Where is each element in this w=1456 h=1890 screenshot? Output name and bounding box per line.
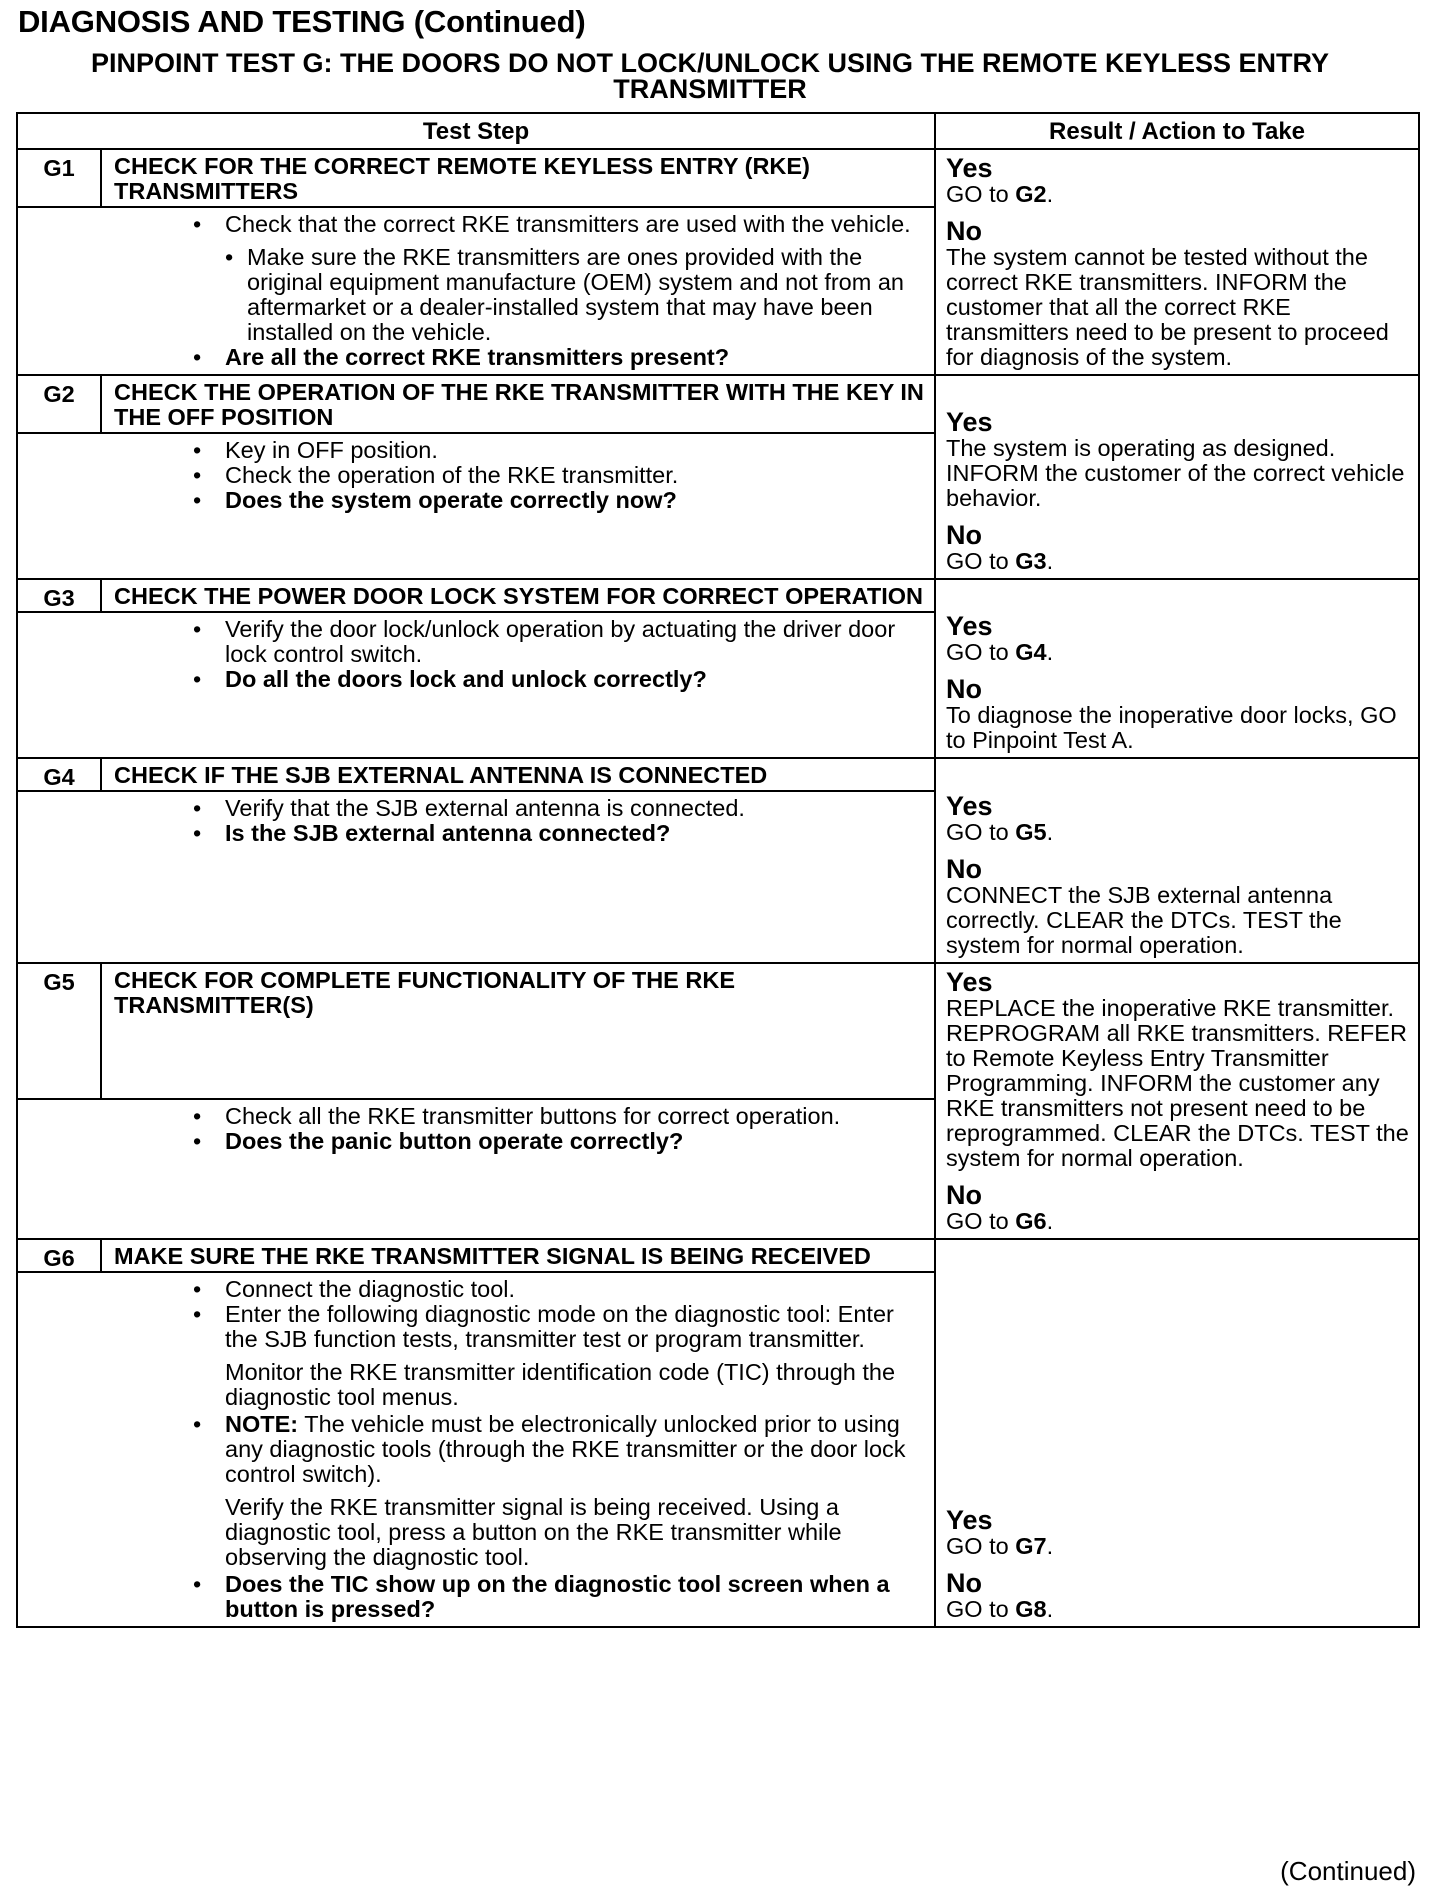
yes-label: Yes	[946, 1505, 993, 1535]
step-sub-instruction: Make sure the RKE transmitters are ones provided with the original equipment manufacture (OEM) system and not from an aftermarket or a dealer-installed system that may have been installed on the vehicle.	[247, 244, 904, 345]
no-label: No	[946, 216, 982, 246]
step-g1-result	[935, 149, 1419, 375]
step-paragraph: Monitor the RKE transmitter identification code (TIC) through the diagnostic tool menus.	[225, 1359, 896, 1410]
step-g6-body: • Connect the diagnostic tool. • Enter the following diagnostic mode on the diagnostic tool: Enter the SJB function tests, transmitter test or program transmitter. Monitor the RKE transmitter identification code (TIC) through the diagnostic tool menus. • NOTE: The vehicle must be electronically unlocked prior to using any diagnostic tools (through the RKE transmitter or the door lock control switch). Verify the RKE transmitter signal is being received. Using a diagnostic tool, press a button on the RKE transmitter while observing the diagnostic tool. • Does the TIC show up on the diagnostic tool screen when a button is pressed?	[101, 1272, 935, 1627]
yes-action: GO to G5.	[946, 819, 1054, 845]
step-g3-title-row	[17, 579, 1419, 612]
go-to-step: G4	[1015, 639, 1047, 665]
no-action: GO to G6.	[946, 1208, 1054, 1234]
yes-label: Yes	[946, 611, 993, 641]
step-question: Do all the doors lock and unlock correctly?	[225, 666, 707, 692]
table-header-row	[17, 113, 1419, 149]
step-question: Are all the correct RKE transmitters present?	[225, 344, 730, 370]
step-g5-title-row	[17, 963, 1419, 1099]
step-g1-body: • Check that the correct RKE transmitters are used with the vehicle. • Make sure the RKE transmitters are ones provided with the original equipment manufacture (OEM) system and not from an aftermarket or a dealer-installed system that may have been installed on the vehicle. • Are all the correct RKE transmitters present?	[101, 207, 935, 375]
yes-label: Yes	[946, 407, 993, 437]
yes-label: Yes	[946, 153, 993, 183]
step-g5-result	[935, 963, 1419, 1239]
step-title: CHECK FOR THE CORRECT REMOTE KEYLESS ENTRY (RKE) TRANSMITTERS	[101, 149, 935, 207]
yes-label: Yes	[946, 967, 993, 997]
step-g1-title-row	[17, 149, 1419, 207]
step-instruction: Verify that the SJB external antenna is connected.	[225, 795, 745, 821]
yes-action: GO to G4.	[946, 639, 1054, 665]
no-action: CONNECT the SJB external antenna correctly. CLEAR the DTCs. TEST the system for normal operation.	[946, 882, 1342, 958]
yes-action: GO to G2.	[946, 181, 1054, 207]
step-title: CHECK IF THE SJB EXTERNAL ANTENNA IS CONNECTED	[101, 758, 935, 791]
no-action: To diagnose the inoperative door locks, GO to Pinpoint Test A.	[946, 702, 1397, 753]
step-id: G1	[17, 149, 101, 207]
step-id: G4	[17, 758, 101, 791]
step-instruction: Key in OFF position.	[225, 437, 438, 463]
step-id: G2	[17, 375, 101, 433]
step-g2-body: • Key in OFF position. • Check the operation of the RKE transmitter. • Does the system operate correctly now?	[101, 433, 935, 579]
go-to-step: G2	[1015, 181, 1047, 207]
step-g3-result	[935, 579, 1419, 758]
step-g6-result	[935, 1239, 1419, 1627]
step-title: CHECK THE POWER DOOR LOCK SYSTEM FOR CORRECT OPERATION	[101, 579, 935, 612]
step-instruction: Verify the door lock/unlock operation by actuating the driver door lock control switch.	[225, 616, 896, 667]
step-question: Does the TIC show up on the diagnostic tool screen when a button is pressed?	[225, 1571, 890, 1622]
step-instruction: Connect the diagnostic tool.	[225, 1276, 516, 1302]
go-to-step: G5	[1015, 819, 1047, 845]
no-label: No	[946, 854, 982, 884]
go-to-step: G3	[1015, 548, 1047, 574]
go-to-step: G7	[1015, 1533, 1047, 1559]
no-label: No	[946, 674, 982, 704]
step-title: MAKE SURE THE RKE TRANSMITTER SIGNAL IS BEING RECEIVED	[101, 1239, 935, 1272]
step-instruction: Check the operation of the RKE transmitter.	[225, 462, 679, 488]
step-paragraph: Verify the RKE transmitter signal is being received. Using a diagnostic tool, press a button on the RKE transmitter while observing the diagnostic tool.	[225, 1494, 842, 1570]
no-label: No	[946, 1180, 982, 1210]
step-note: NOTE: The vehicle must be electronically unlocked prior to using any diagnostic tools (through the RKE transmitter or the door lock control switch).	[225, 1411, 906, 1487]
no-label: No	[946, 1568, 982, 1598]
step-g6-title-row	[17, 1239, 1419, 1272]
step-g4-result	[935, 758, 1419, 963]
step-id: G5	[17, 963, 101, 1099]
go-to-step: G8	[1015, 1596, 1047, 1622]
step-question: Does the system operate correctly now?	[225, 487, 677, 513]
step-g4-title-row	[17, 758, 1419, 791]
step-instruction: Check that the correct RKE transmitters are used with the vehicle.	[225, 211, 911, 237]
no-action: GO to G3.	[946, 548, 1054, 574]
step-title: CHECK FOR COMPLETE FUNCTIONALITY OF THE RKE TRANSMITTER(S)	[101, 963, 935, 1099]
col-header-test-step: Test Step	[17, 113, 935, 149]
step-instruction: Enter the following diagnostic mode on the diagnostic tool: Enter the SJB function tests, transmitter test or program transmitter.	[225, 1301, 894, 1352]
yes-action: GO to G7.	[946, 1533, 1054, 1559]
step-question: Does the panic button operate correctly?	[225, 1127, 684, 1154]
pinpoint-test-table	[16, 112, 1420, 1628]
pinpoint-test-title: PINPOINT TEST G: THE DOORS DO NOT LOCK/UNLOCK USING THE REMOTE KEYLESS ENTRY TRANSMITTER	[90, 48, 1330, 104]
step-g5-body: • Check all the RKE transmitter buttons for correct operation. • Does the panic button operate correctly?	[101, 1099, 935, 1239]
no-action: The system cannot be tested without the correct RKE transmitters. INFORM the customer that all the correct RKE transmitters need to be present to proceed for diagnosis of the system.	[946, 244, 1389, 370]
continued-label: (Continued)	[1280, 1856, 1416, 1886]
no-action: GO to G8.	[946, 1596, 1054, 1622]
step-g3-body: • Verify the door lock/unlock operation by actuating the driver door lock control switch. • Do all the doors lock and unlock correctly?	[101, 612, 935, 758]
step-question: Is the SJB external antenna connected?	[225, 820, 671, 846]
no-label: No	[946, 520, 982, 550]
step-g2-title-row	[17, 375, 1419, 433]
step-title: CHECK THE OPERATION OF THE RKE TRANSMITTER WITH THE KEY IN THE OFF POSITION	[101, 375, 935, 433]
step-instruction: Check all the RKE transmitter buttons for correct operation.	[225, 1102, 841, 1129]
page-title: DIAGNOSIS AND TESTING (Continued)	[18, 4, 586, 39]
go-to-step: G6	[1015, 1208, 1047, 1234]
step-g2-result	[935, 375, 1419, 579]
yes-action: REPLACE the inoperative RKE transmitter. REPROGRAM all RKE transmitters. REFER to Remote Keyless Entry Transmitter Programming. INFORM the customer any RKE transmitters not present need to be reprogrammed. CLEAR the DTCs. TEST the system for normal operation.	[946, 995, 1409, 1171]
step-g4-body: • Verify that the SJB external antenna is connected. • Is the SJB external antenna connected?	[101, 791, 935, 963]
yes-label: Yes	[946, 791, 993, 821]
step-id: G3	[17, 579, 101, 612]
col-header-result: Result / Action to Take	[935, 113, 1419, 149]
yes-action: The system is operating as designed. INFORM the customer of the correct vehicle behavior.	[946, 435, 1405, 511]
step-id: G6	[17, 1239, 101, 1272]
